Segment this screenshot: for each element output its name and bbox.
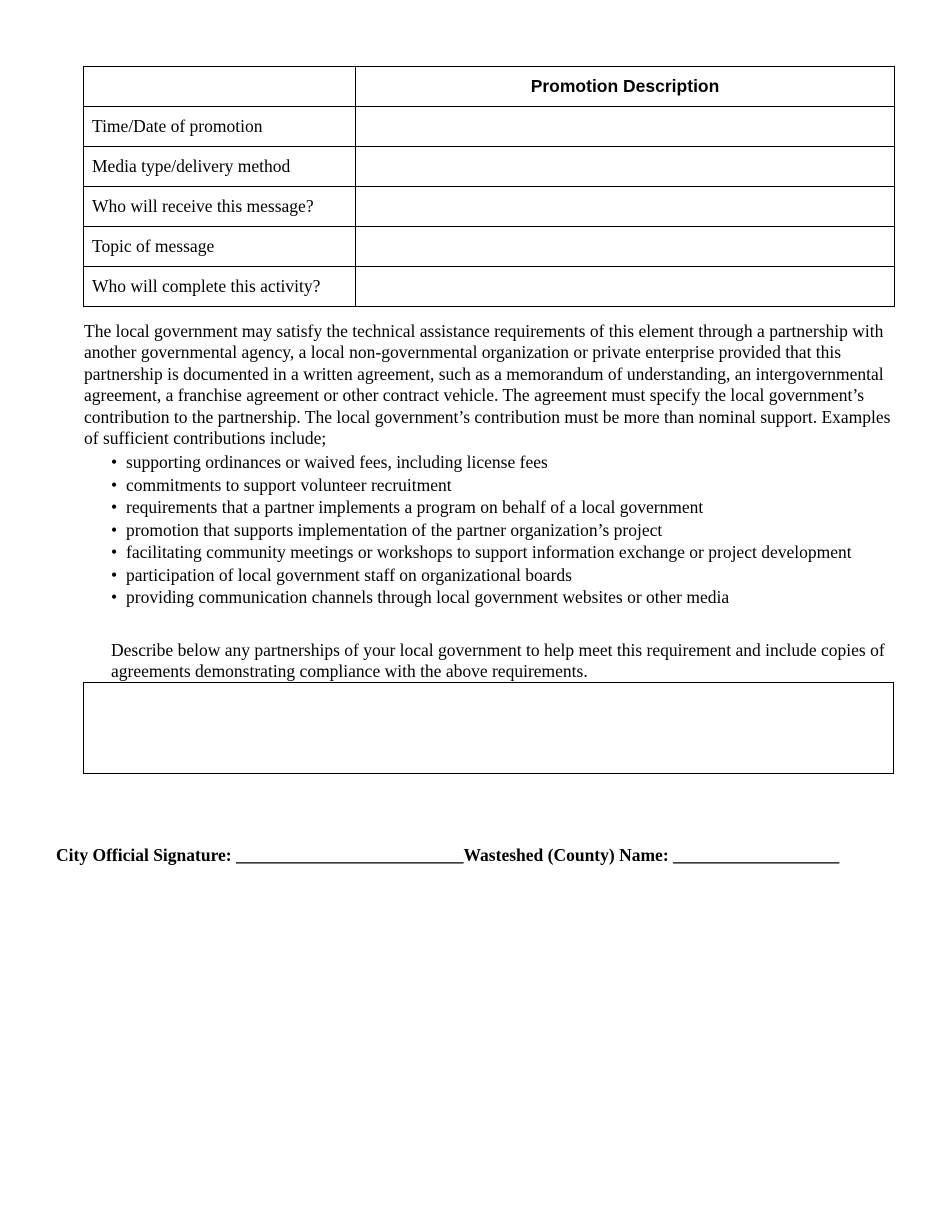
list-item-text: requirements that a partner implements a program on behalf of a local government — [126, 497, 704, 517]
city-signature-field[interactable]: __________________________ — [236, 845, 464, 865]
bullet-icon: • — [111, 497, 118, 517]
list-item — [111, 451, 871, 474]
table-row — [84, 107, 895, 147]
responsible-party-field[interactable] — [356, 267, 895, 307]
bullet-icon: • — [111, 542, 118, 562]
list-item — [111, 564, 871, 587]
county-name-label: Wasteshed (County) Name: — [463, 845, 669, 865]
row-label: Who will complete this activity? — [84, 267, 356, 307]
topic-field[interactable] — [356, 227, 895, 267]
table-row — [84, 267, 895, 307]
row-label: Who will receive this message? — [84, 187, 356, 227]
list-item — [111, 541, 871, 564]
bullet-icon: • — [111, 474, 118, 495]
list-item-text: participation of local government staff on organizational boards — [126, 564, 572, 585]
list-item-text: commitments to support volunteer recruitment — [126, 474, 452, 495]
list-item — [111, 586, 871, 609]
table-header-empty-cell — [84, 67, 356, 107]
county-name-field[interactable]: ___________________ — [673, 845, 840, 865]
time-date-field[interactable] — [356, 107, 895, 147]
list-item-text: facilitating community meetings or workshops to support information exchange or project development — [126, 542, 852, 562]
list-item — [111, 496, 871, 519]
list-item-text: promotion that supports implementation of the partner organization’s project — [126, 519, 663, 540]
table-row — [84, 227, 895, 267]
list-item-text: providing communication channels through local government websites or other media — [126, 587, 730, 607]
audience-field[interactable] — [356, 187, 895, 227]
promotion-description-header: Promotion Description — [356, 67, 895, 107]
list-item — [111, 474, 871, 497]
bullet-icon: • — [111, 452, 118, 472]
partnership-description-box[interactable] — [83, 682, 894, 774]
contribution-examples-list — [111, 451, 871, 609]
technical-assistance-paragraph: The local government may satisfy the technical assistance requirements of this element through a partnership with another governmental agency, a local non-governmental organization or private enterprise provided that this partnership is documented in a written agreement, such as a memorandum of understanding, an intergovernmental agreement, a franchise agreement or other contract vehicle. The agreement must specify the local government’s contribution to the partnership. The local government’s contribution must be more than nominal support. Examples of sufficient contributions include; — [84, 321, 891, 449]
list-item-text: supporting ordinances or waived fees, including license fees — [126, 452, 548, 472]
partnership-instructions: Describe below any partnerships of your local government to help meet this requirement and include copies of agreements demonstrating compliance with the above requirements. — [111, 640, 885, 682]
signature-line — [56, 845, 916, 866]
row-label: Time/Date of promotion — [84, 107, 356, 147]
bullet-icon: • — [111, 519, 118, 540]
bullet-icon: • — [111, 587, 118, 607]
row-label: Media type/delivery method — [84, 147, 356, 187]
table-row — [84, 147, 895, 187]
list-item — [111, 519, 871, 542]
table-header-row — [84, 67, 895, 107]
bullet-icon: • — [111, 564, 118, 585]
promotion-table — [83, 66, 895, 307]
row-label: Topic of message — [84, 227, 356, 267]
media-type-field[interactable] — [356, 147, 895, 187]
table-row — [84, 187, 895, 227]
city-signature-label: City Official Signature: — [56, 845, 232, 865]
